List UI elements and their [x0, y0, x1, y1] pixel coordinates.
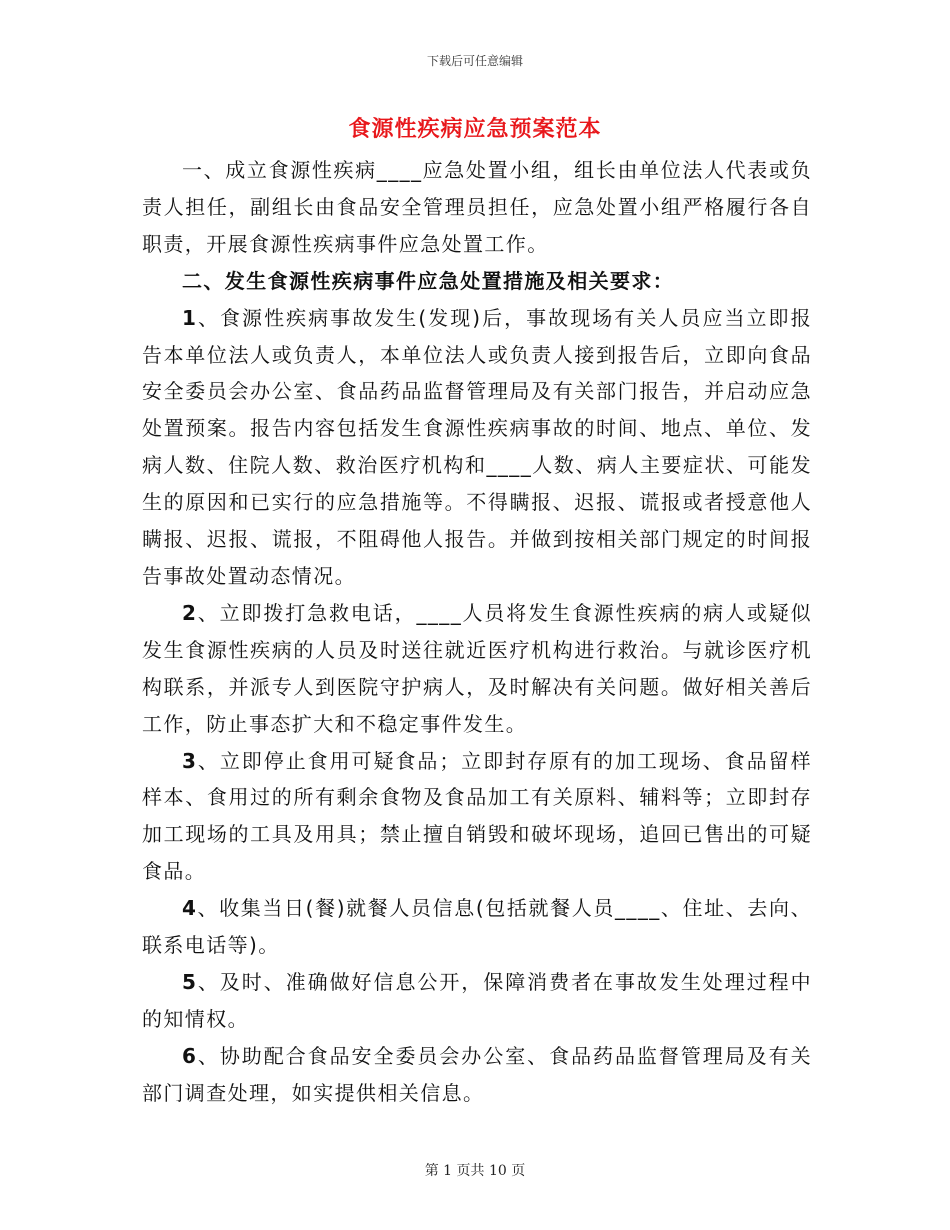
- document-body: [142, 152, 812, 1112]
- item-text: 、协助配合食品安全委员会办公室、食品药品监督管理局及有关部门调查处理，如实提供相关信息。: [142, 1043, 812, 1105]
- item-text: 、立即拨打急救电话，____人员将发生食源性疾病的病人或疑似发生食源性疾病的人员及时送往就近医疗机构进行救治。与就诊医疗机构联系，并派专人到医院守护病人，及时解决有关问题。做好相关善后工作，防止事态扩大和不稳定事件发生。: [142, 600, 812, 736]
- item-number: 6: [182, 1043, 198, 1068]
- item-text: 、立即停止食用可疑食品；立即封存原有的加工现场、食品留样样本、食用过的所有剩余食物及食品加工有关原料、辅料等；立即封存加工现场的工具及用具；禁止擅自销毁和破坏现场，追回已售出的可疑食品。: [142, 748, 812, 884]
- paragraph-item-4: [142, 890, 812, 964]
- item-number: 5: [182, 969, 198, 994]
- header-note: 下载后可任意编辑: [426, 54, 523, 68]
- paragraph-item-3: [142, 743, 812, 891]
- document-title: 食源性疾病应急预案范本: [348, 117, 602, 142]
- item-text: 、食源性疾病事故发生(发现)后，事故现场有关人员应当立即报告本单位法人或负责人，本单位法人或负责人接到报告后，立即向食品安全委员会办公室、食品药品监督管理局及有关部门报告，并启动应急处置预案。报告内容包括发生食源性疾病事故的时间、地点、单位、发病人数、住院人数、救治医疗机构和____人数、病人主要症状、可能发生的原因和已实行的应急措施等。不得瞒报、迟报、谎报或者授意他人瞒报、迟报、谎报，不阻碍他人报告。并做到按相关部门规定的时间报告事故处置动态情况。: [142, 305, 812, 588]
- item-number: 1: [182, 305, 198, 330]
- paragraph-item-6: [142, 1038, 812, 1112]
- paragraph-item-1: [142, 300, 812, 595]
- page-number-footer: 第 1 页共 10 页: [424, 1163, 526, 1179]
- paragraph-section-1: 一、成立食源性疾病____应急处置小组，组长由单位法人代表或负责人担任，副组长由食品安全管理员担任，应急处置小组严格履行各自职责，开展食源性疾病事件应急处置工作。: [142, 158, 812, 256]
- paragraph-item-2: [142, 595, 812, 743]
- paragraph-section-2-heading: 二、发生食源性疾病事件应急处置措施及相关要求：: [182, 268, 675, 293]
- paragraph-item-5: [142, 964, 812, 1038]
- item-number: 4: [182, 896, 198, 921]
- item-number: 2: [182, 600, 198, 625]
- item-text: 、收集当日(餐)就餐人员信息(包括就餐人员____、住址、去向、联系电话等)。: [142, 896, 812, 958]
- item-number: 3: [182, 748, 198, 773]
- item-text: 、及时、准确做好信息公开，保障消费者在事故发生处理过程中的知情权。: [142, 969, 812, 1031]
